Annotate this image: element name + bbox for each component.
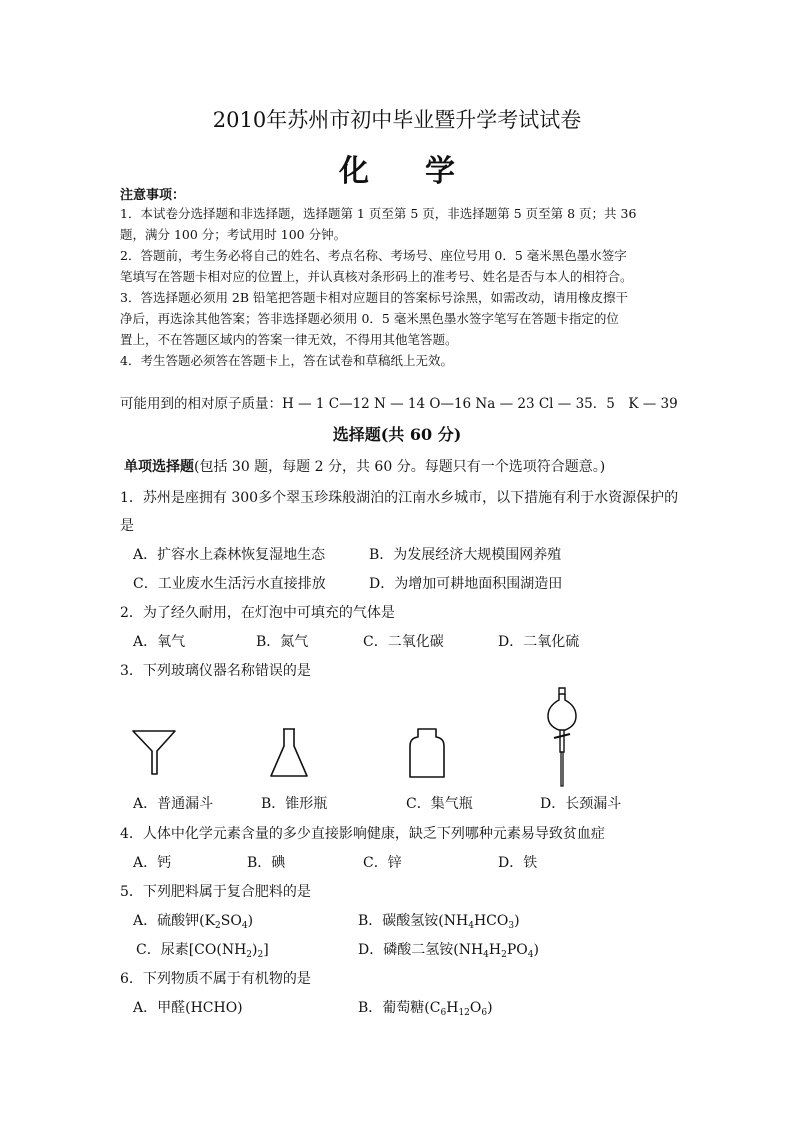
q3-stem: 3．下列玻璃仪器名称错误的是 (120, 663, 311, 679)
q4-option-d: D．铁 (498, 855, 538, 871)
subject-char-1: 化 (339, 154, 369, 189)
q4-option-c: C．锌 (363, 855, 402, 871)
q1-stem: 1．苏州是座拥有 300多个翠玉珍珠般湖泊的江南水乡城市，以下措施有利于水资源保护的 (120, 490, 679, 506)
q5-option-a: A．硫酸钾$(K_2SO_4)$ (133, 913, 254, 931)
q1-option-a: A．扩容水上森林恢复湿地生态 (133, 547, 326, 563)
q6-option-a: A．甲醛(HCHO) (133, 1000, 243, 1016)
q1-option-d: D．为增加可耕地面积围湖造田 (369, 576, 563, 592)
q6-option-b-label: B．葡萄糖 (358, 1000, 425, 1016)
q1-option-c: C．工业废水生活污水直接排放 (133, 576, 326, 592)
q4-stem: 4．人体中化学元素含量的多少直接影响健康，缺乏下列哪种元素易导致贫血症 (120, 826, 605, 842)
exam-title: 2010年苏州市初中毕业暨升学考试试卷 (212, 108, 582, 132)
q2-option-a: A．氧气 (133, 634, 186, 650)
notice-line: 题，满分 100 分；考试用时 100 分钟。 (120, 227, 347, 242)
instruction-rest: (包括 30 题，每题 2 分，共 60 分。每题只有一个选项符合题意。) (194, 459, 606, 475)
q3-option-a: A．普通漏斗 (133, 796, 214, 812)
notice-line: 置上，不在答题区域内的答案一律无效，不得用其他笔答题。 (120, 332, 458, 347)
q5-option-b-label: B．碳酸氢铵 (358, 913, 439, 929)
q6-option-b: B．葡萄糖$(C_6H_{12}O_6)$ (358, 1000, 493, 1018)
q3-option-b: B．锥形瓶 (261, 796, 328, 812)
funnel-icon (130, 728, 178, 778)
notice-line: 3．答选择题必须用 2B 铅笔把答题卡相对应题目的答案标号涂黑，如需改动，请用橡皮擦干 (120, 290, 629, 305)
q2-option-d: D．二氧化硫 (498, 634, 580, 650)
conical-flask-icon (268, 726, 310, 780)
gas-jar-icon (406, 726, 448, 780)
q5-option-c-label: C．尿素 (136, 942, 189, 958)
q5-option-a-label: A．硫酸钾 (133, 913, 200, 929)
q5-option-d-label: D．磷酸二氢铵 (358, 942, 454, 958)
separatory-funnel-icon (542, 686, 582, 790)
q3-option-c: C．集气瓶 (406, 796, 473, 812)
notice-line: 4．考生答题必须答在答题卡上，答在试卷和草稿纸上无效。 (120, 353, 453, 368)
notice-heading: 注意事项： (120, 188, 186, 203)
q2-option-b: B．氮气 (256, 634, 309, 650)
q5-stem: 5．下列肥料属于复合肥料的是 (120, 884, 311, 900)
q4-option-b: B．碘 (247, 855, 286, 871)
q5-option-c: C．尿素$[CO(NH_2)_2]$ (136, 942, 269, 960)
section-title: 选择题(共 60 分) (332, 425, 462, 444)
notice-line: 笔填写在答题卡相对应的位置上，并认真核对条形码上的准考号、姓名是否与本人的相符合。 (120, 269, 633, 284)
notice-line: 1．本试卷分选择题和非选择题，选择题第 1 页至第 5 页，非选择题第 5 页至第 8 页；共 36 (120, 206, 637, 221)
atomic-masses: 可能用到的相对原子质量：H — 1 C—12 N — 14 O—16 Na — 23 Cl — 35．5 K — 39 (120, 396, 678, 412)
instruction-bold: 单项选择题 (124, 459, 194, 475)
q6-stem: 6．下列物质不属于有机物的是 (120, 971, 311, 987)
q5-option-b: B．碳酸氢铵$(NH_4HCO_3)$ (358, 913, 520, 931)
instruction (124, 456, 605, 476)
q2-stem: 2．为了经久耐用，在灯泡中可填充的气体是 (120, 605, 395, 621)
q4-option-a: A．钙 (133, 855, 172, 871)
subject-char-2: 学 (425, 154, 455, 189)
notice-line: 2．答题前，考生务必将自己的姓名、考点名称、考场号、座位号用 0．5 毫米黑色墨水签字 (120, 248, 627, 263)
q1-stem-cont: 是 (120, 518, 134, 534)
notice-line: 净后，再选涂其他答案；答非选择题必须用 0．5 毫米黑色墨水签字笔写在答题卡指定的位 (120, 311, 619, 326)
q2-option-c: C．二氧化碳 (363, 634, 444, 650)
q5-option-d: D．磷酸二氢铵$(NH_4H_2PO_4)$ (358, 942, 539, 960)
q1-option-b: B．为发展经济大规模围网养殖 (369, 547, 562, 563)
q3-option-d: D．长颈漏斗 (540, 796, 622, 812)
